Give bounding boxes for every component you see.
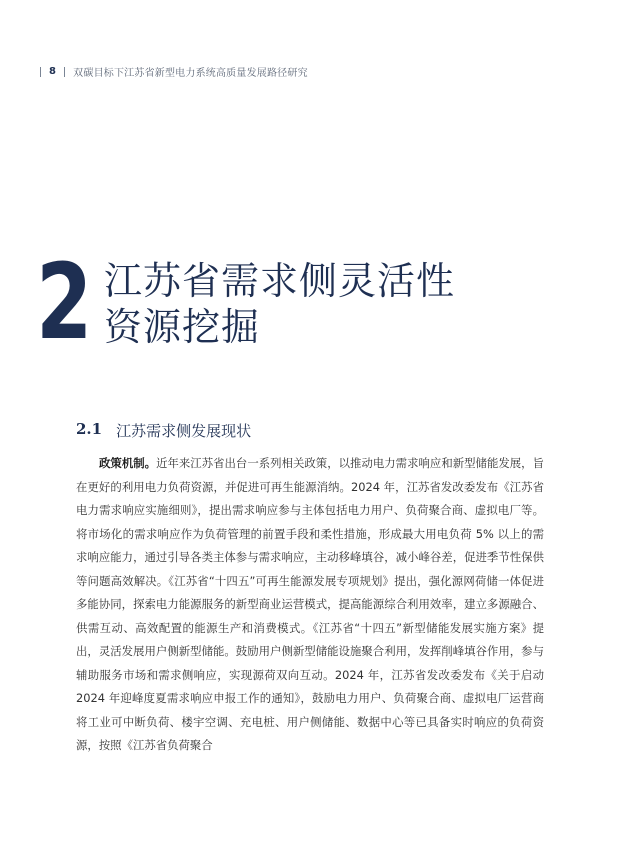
page-number: 8	[49, 66, 57, 77]
divider	[40, 67, 41, 77]
paragraph-text: 近年来江苏省出台一系列相关政策，以推动电力需求响应和新型储能发展，旨在更好的利用电力负荷资源，并促进可再生能源消纳。2024 年，江苏省发改委发布《江苏省电力需求响应实施细则》，提出需求响应参与主体包括电力用户、负荷聚合商、虚拟电厂等。将市场化的需求响应作为负荷管理的前置手段和柔性措施，形成最大用电负荷 5% 以上的需求响应能力，通过引导各类主体参与需求响应，主动移峰填谷，减小峰谷差，促进季节性保供等问题高效解决。《江苏省“十四五”可再生能源发展专项规划》提出，强化源网荷储一体促进多能协同，探索电力能源服务的新型商业运营模式，提高能源综合利用效率，建立多源融合、供需互动、高效配置的能源生产和消费模式。《江苏省“十四五”新型储能发展实施方案》提出，灵活发展用户侧新型储能。鼓励用户侧新型储能设施聚合利用，发挥削峰填谷作用，参与辅助服务市场和需求侧响应，实现源荷双向互动。2024 年，江苏省发改委发布《关于启动 2024 年迎峰度夏需求响应申报工作的通知》，鼓励电力用户、负荷聚合商、虚拟电厂运营商将工业可中断负荷、楼宇空调、充电桩、用户侧储能、数据中心等已具备实时响应的负荷资源，按照《江苏省负荷聚合	[76, 456, 544, 752]
section-heading	[76, 420, 251, 441]
section-title: 江苏需求侧发展现状	[116, 422, 252, 440]
paragraph-lead: 政策机制。	[99, 456, 157, 470]
chapter-number: 2	[36, 241, 93, 363]
body-paragraph	[76, 452, 544, 758]
running-title: 双碳目标下江苏省新型电力系统高质量发展路径研究	[73, 68, 308, 79]
section-number: 2.1	[76, 420, 103, 438]
chapter-title-line2: 资源挖掘	[104, 305, 261, 349]
divider	[64, 67, 65, 77]
chapter-heading	[36, 241, 456, 363]
chapter-title-line1: 江苏省需求侧灵活性	[104, 259, 456, 303]
running-header	[40, 64, 308, 79]
chapter-title	[104, 258, 455, 350]
